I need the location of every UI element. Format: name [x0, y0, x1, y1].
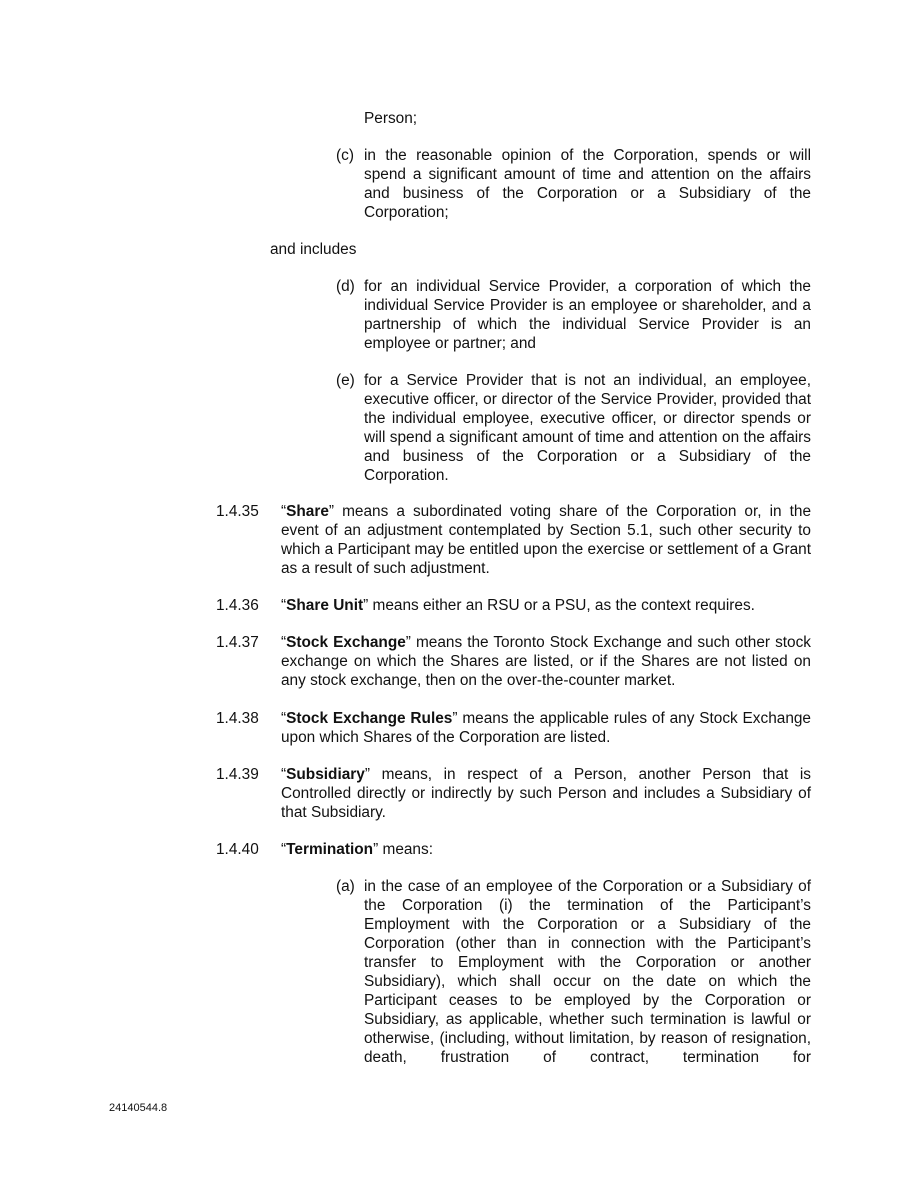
definition-body: means either an RSU or a PSU, as the context requires. [368, 597, 755, 614]
definition-text [281, 840, 811, 859]
definition-body: means, in respect of a Person, another Person that is Controlled directly or indirectly by such Person and includes a Subsidiary of that Subsidiary. [281, 766, 811, 821]
open-quote: “ [281, 710, 287, 727]
defined-term: Share [286, 503, 329, 520]
definition-text [281, 633, 811, 690]
sub-item-marker: (d) [336, 278, 355, 295]
sub-item-text: for a Service Provider that is not an individual, an employee, executive officer, or director of the Service Provider, provided that the individual employee, executive officer, or director spends or will spend a significant amount of time and attention on the affairs and business of the Corporation or a Subsidiary of the Corporation. [364, 372, 811, 484]
section-number: 1.4.40 [216, 841, 259, 858]
definition-text [281, 502, 811, 578]
definition-body: means the Toronto Stock Exchange and such other stock exchange on which the Shares are listed, or if the Shares are not listed on any stock exchange, then on the over-the-counter market. [281, 634, 811, 689]
defined-term: Termination [286, 841, 374, 858]
open-quote: “ [281, 634, 287, 651]
definition-text [281, 596, 811, 615]
defined-term: Stock Exchange Rules [286, 710, 453, 727]
sub-item-text: in the case of an employee of the Corporation or a Subsidiary of the Corporation (i) the termination of the Participant’s Employment with the Corporation or a Subsidiary of the Corporation (other than in connection with the Participant’s transfer to Employment with the Corporation or another Subsidiary), which shall occur on the date on which the Participant ceases to be employed by the Corporation or Subsidiary, as applicable, whether such termination is lawful or otherwise, (including, without limitation, by reason of resignation, death, frustration of contract, termination for [364, 878, 811, 1066]
definition-body: means a subordinated voting share of the Corporation or, in the event of an adjustment contemplated by Section 5.1, such other security to which a Participant may be entitled upon the exercise or settlement of a Grant as a result of such adjustment. [281, 503, 811, 577]
open-quote: “ [281, 503, 287, 520]
document-id-footer: 24140544.8 [109, 1102, 168, 1114]
defined-term: Stock Exchange [286, 634, 406, 651]
defined-term: Share Unit [286, 597, 364, 614]
section-number: 1.4.37 [216, 634, 259, 651]
definition-text [281, 709, 811, 747]
and-includes-text: and includes [270, 241, 357, 258]
close-quote: ” [363, 597, 369, 614]
definition-body: means: [378, 841, 433, 858]
sub-item-text: for an individual Service Provider, a corporation of which the individual Service Provider is an employee or shareholder, and a partnership of which the individual Service Provider is an employee or partner; and [364, 278, 811, 352]
open-quote: “ [281, 841, 287, 858]
open-quote: “ [281, 597, 287, 614]
sub-item-marker: (c) [336, 147, 354, 164]
sub-item-marker: (e) [336, 372, 355, 389]
defined-term: Subsidiary [286, 766, 365, 783]
definition-text [281, 765, 811, 822]
close-quote: ” [405, 634, 411, 651]
close-quote: ” [364, 766, 370, 783]
continuation-text: Person; [364, 110, 418, 127]
section-number: 1.4.38 [216, 710, 259, 727]
close-quote: ” [452, 710, 458, 727]
close-quote: ” [328, 503, 335, 520]
sub-item-text: in the reasonable opinion of the Corporation, spends or will spend a significant amount of time and attention on the affairs and business of the Corporation or a Subsidiary of the Corporation; [364, 147, 811, 221]
sub-item-marker: (a) [336, 878, 355, 895]
definition-body: means the applicable rules of any Stock Exchange upon which Shares of the Corporation are listed. [281, 710, 811, 746]
section-number: 1.4.35 [216, 503, 259, 520]
open-quote: “ [281, 766, 287, 783]
close-quote: ” [373, 841, 379, 858]
section-number: 1.4.39 [216, 766, 259, 783]
section-number: 1.4.36 [216, 597, 259, 614]
